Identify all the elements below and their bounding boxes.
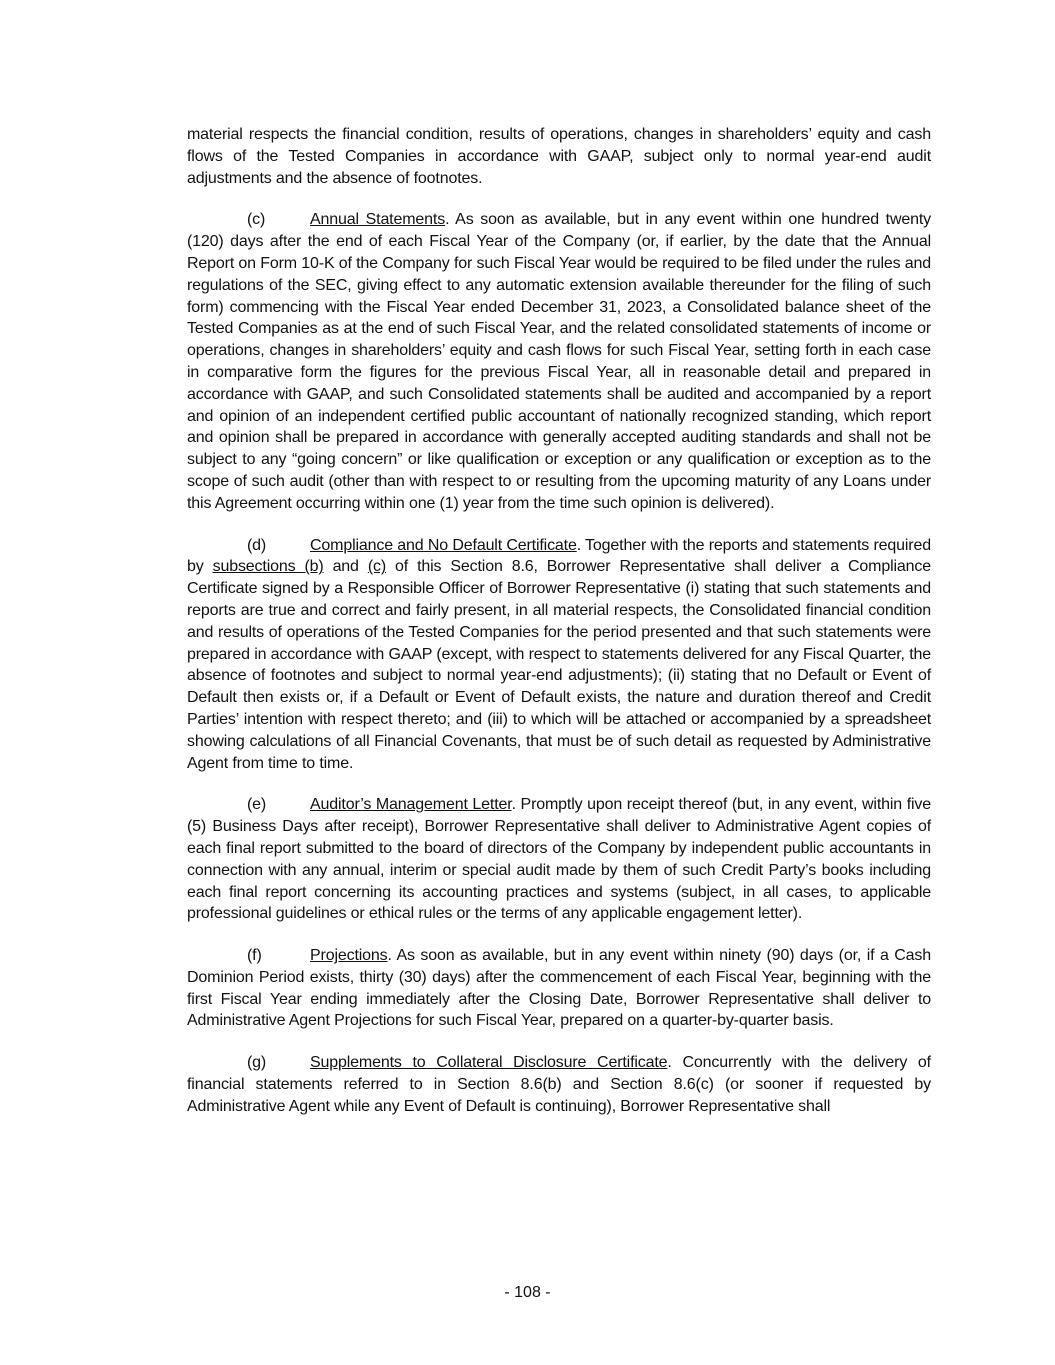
section-label: (c) [247, 211, 266, 229]
section-title: Projections [310, 947, 388, 965]
section-title: Auditor’s Management Letter [310, 796, 512, 814]
document-body [187, 124, 931, 1138]
section-title: Annual Statements [310, 211, 446, 229]
subsection-c-reference: (c) [367, 558, 387, 576]
section-label: (g) [247, 1054, 267, 1072]
section-body: of this Section 8.6, Borrower Representative shall deliver a Compliance Certificate signed by a Responsible Officer of Borrower Representative (i) stating that such statements and reports are true and correct and fairly present, in all material respects, the Consolidated financial condition and results of operations of the Tested Companies for the period presented and that such statements were prepared in accordance with GAAP (except, with respect to statements delivered for any Fiscal Quarter, the absence of footnotes and subject to normal year-end adjustments); (ii) stating that no Default or Event of Default then exists or, if a Default or Event of Default exists, the nature and duration thereof and Credit Parties’ intention with respect thereto; and (iii) to which will be attached or accompanied by a spreadsheet showing calculations of all Financial Covenants, that must be of such detail as requested by Administrative Agent from time to time. [187, 558, 931, 772]
section-title: Compliance and No Default Certificate [310, 536, 577, 554]
section-title: Supplements to Collateral Disclosure Certificate [310, 1054, 668, 1072]
section-body: . Concurrently with the delivery of financial statements referred to in Section 8.6(b) and Section 8.6(c) (or sooner if requested by Administrative Agent while any Event of Default is continuing), Borrower Representative shall [187, 1054, 931, 1115]
section-body: . As soon as available, but in any event within one hundred twenty (120) days after the end of each Fiscal Year of the Company (or, if earlier, by the date that the Annual Report on Form 10-K of the Company for such Fiscal Year would be required to be filed under the rules and regulations of the SEC, giving effect to any automatic extension available thereunder for the filing of such form) commencing with the Fiscal Year ended December 31, 2023, a Consolidated balance sheet of the Tested Companies as at the end of such Fiscal Year, and the related consolidated statements of income or operations, changes in shareholders’ equity and cash flows for such Fiscal Year, setting forth in each case in comparative form the figures for the previous Fiscal Year, all in reasonable detail and prepared in accordance with GAAP, and such Consolidated statements shall be audited and accompanied by a report and opinion of an independent certified public accountant of nationally recognized standing, which report and opinion shall be prepared in accordance with generally accepted auditing standards and shall not be subject to any “going concern” or like qualification or exception or any qualification or exception as to the scope of such audit (other than with respect to or resulting from the upcoming maturity of any Loans under this Agreement occurring within one (1) year from the time such opinion is delivered). [187, 211, 931, 512]
page-number: - 108 - [504, 1284, 551, 1301]
section-label: (d) [247, 536, 267, 554]
continuation-paragraph: material respects the financial condition, results of operations, changes in shareholders’ equity and cash flows of the Tested Companies in accordance with GAAP, subject only to normal year-end audit adjustments and the absence of footnotes. [187, 126, 931, 187]
section-g-collateral-supplements [187, 1052, 931, 1117]
section-f-projections [187, 945, 931, 1032]
section-label: (e) [247, 796, 267, 814]
section-d-compliance-certificate [187, 535, 931, 775]
section-body: and [323, 558, 368, 576]
section-body: . Together with the reports and statements required by [187, 536, 931, 576]
section-label: (f) [247, 947, 262, 965]
subsection-b-reference: subsections (b) [212, 558, 324, 576]
section-body: . Promptly upon receipt thereof (but, in any event, within five (5) Business Days after receipt), Borrower Representative shall deliver to Administrative Agent copies of each final report submitted to the board of directors of the Company by independent public accountants in connection with any annual, interim or special audit made by them of such Credit Party’s books including each final report concerning its accounting practices and systems (subject, in all cases, to applicable professional guidelines or ethical rules or the terms of any applicable engagement letter). [187, 796, 931, 923]
section-e-auditors-letter [187, 794, 931, 925]
section-body: . As soon as available, but in any event within ninety (90) days (or, if a Cash Dominion Period exists, thirty (30) days) after the commencement of each Fiscal Year, beginning with the first Fiscal Year ending immediately after the Closing Date, Borrower Representative shall deliver to Administrative Agent Projections for such Fiscal Year, prepared on a quarter-by-quarter basis. [187, 947, 931, 1030]
section-c-annual-statements [187, 209, 931, 514]
